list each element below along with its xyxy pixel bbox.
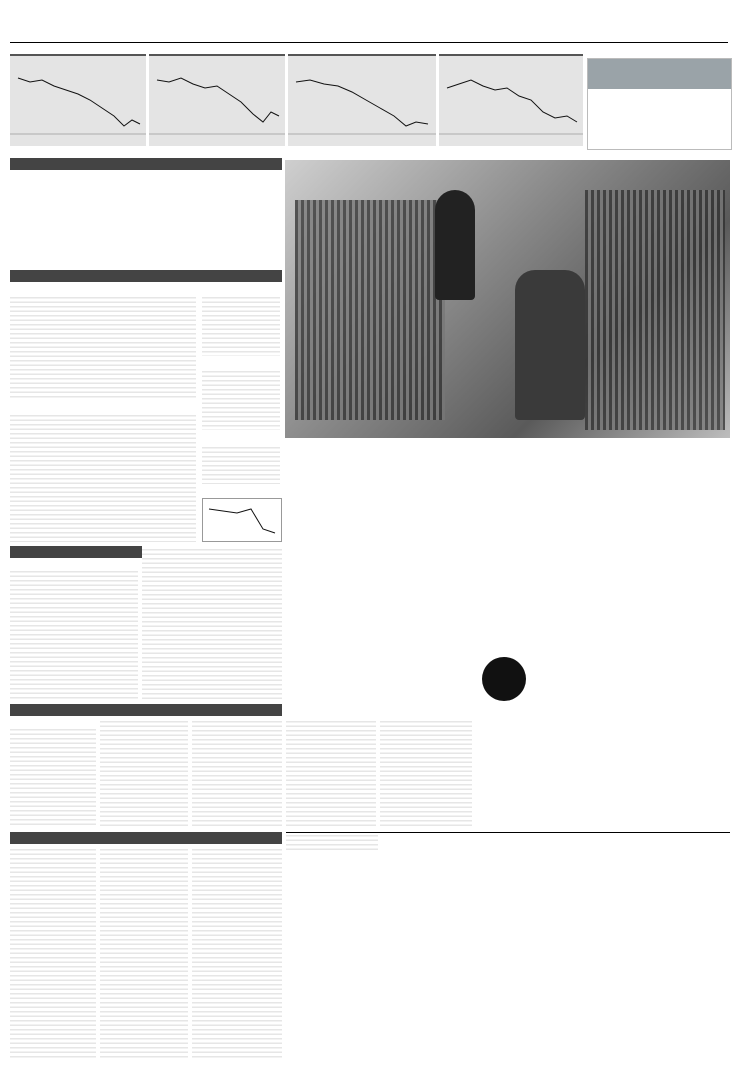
table-aex	[10, 294, 196, 398]
table-fondsen-2	[100, 846, 188, 1058]
article-biznis	[620, 903, 730, 1055]
section-header-overige	[10, 546, 142, 558]
article-col-4b	[476, 712, 564, 730]
article-col-1	[290, 524, 378, 692]
section-header-beurzen	[10, 158, 282, 170]
euribor-chart	[202, 498, 282, 542]
table-eurotop-5	[380, 718, 472, 828]
article-col-3	[383, 518, 471, 730]
article-beurzen	[10, 196, 278, 264]
masthead	[10, 6, 728, 43]
table-stijgers	[202, 294, 280, 356]
section-header-binnenland	[10, 270, 282, 282]
ticker-chart	[149, 68, 285, 142]
ticker-rente	[439, 54, 583, 146]
table-fondsen-1	[10, 846, 96, 1058]
article-photo	[285, 160, 730, 438]
ticker-chart	[288, 68, 436, 142]
article-col-2	[290, 692, 378, 730]
advertisement[interactable]	[587, 58, 732, 150]
opinion-box	[478, 653, 530, 708]
divider	[286, 832, 730, 833]
ticker-euro	[288, 54, 436, 146]
table-rente	[202, 444, 280, 484]
ticker-dow	[149, 54, 285, 146]
article-overheden-2	[400, 904, 510, 1054]
ticker-chart	[10, 68, 146, 142]
article-col-4	[476, 518, 564, 648]
table-overige	[10, 568, 138, 700]
table-dalers	[202, 368, 280, 430]
ad-banner	[588, 59, 731, 89]
table-fondsen-4	[286, 832, 378, 852]
table-fondsen-3	[192, 846, 282, 1058]
table-eurotop-3	[192, 718, 282, 828]
article-overheden-1	[286, 904, 396, 1054]
section-header-eurotop	[10, 704, 282, 716]
table-amx	[10, 412, 196, 542]
article-diemen	[620, 832, 730, 872]
section-header-fondsen	[10, 832, 282, 844]
article-slapen	[516, 876, 616, 1054]
ticker-aex	[10, 54, 146, 146]
article-col-6	[651, 518, 730, 730]
table-overige-2	[142, 546, 282, 700]
ticker-chart	[439, 68, 583, 142]
table-eurotop	[10, 726, 96, 828]
table-eurotop-2	[100, 718, 188, 828]
article-col-5	[568, 518, 646, 730]
table-eurotop-4	[286, 718, 376, 828]
